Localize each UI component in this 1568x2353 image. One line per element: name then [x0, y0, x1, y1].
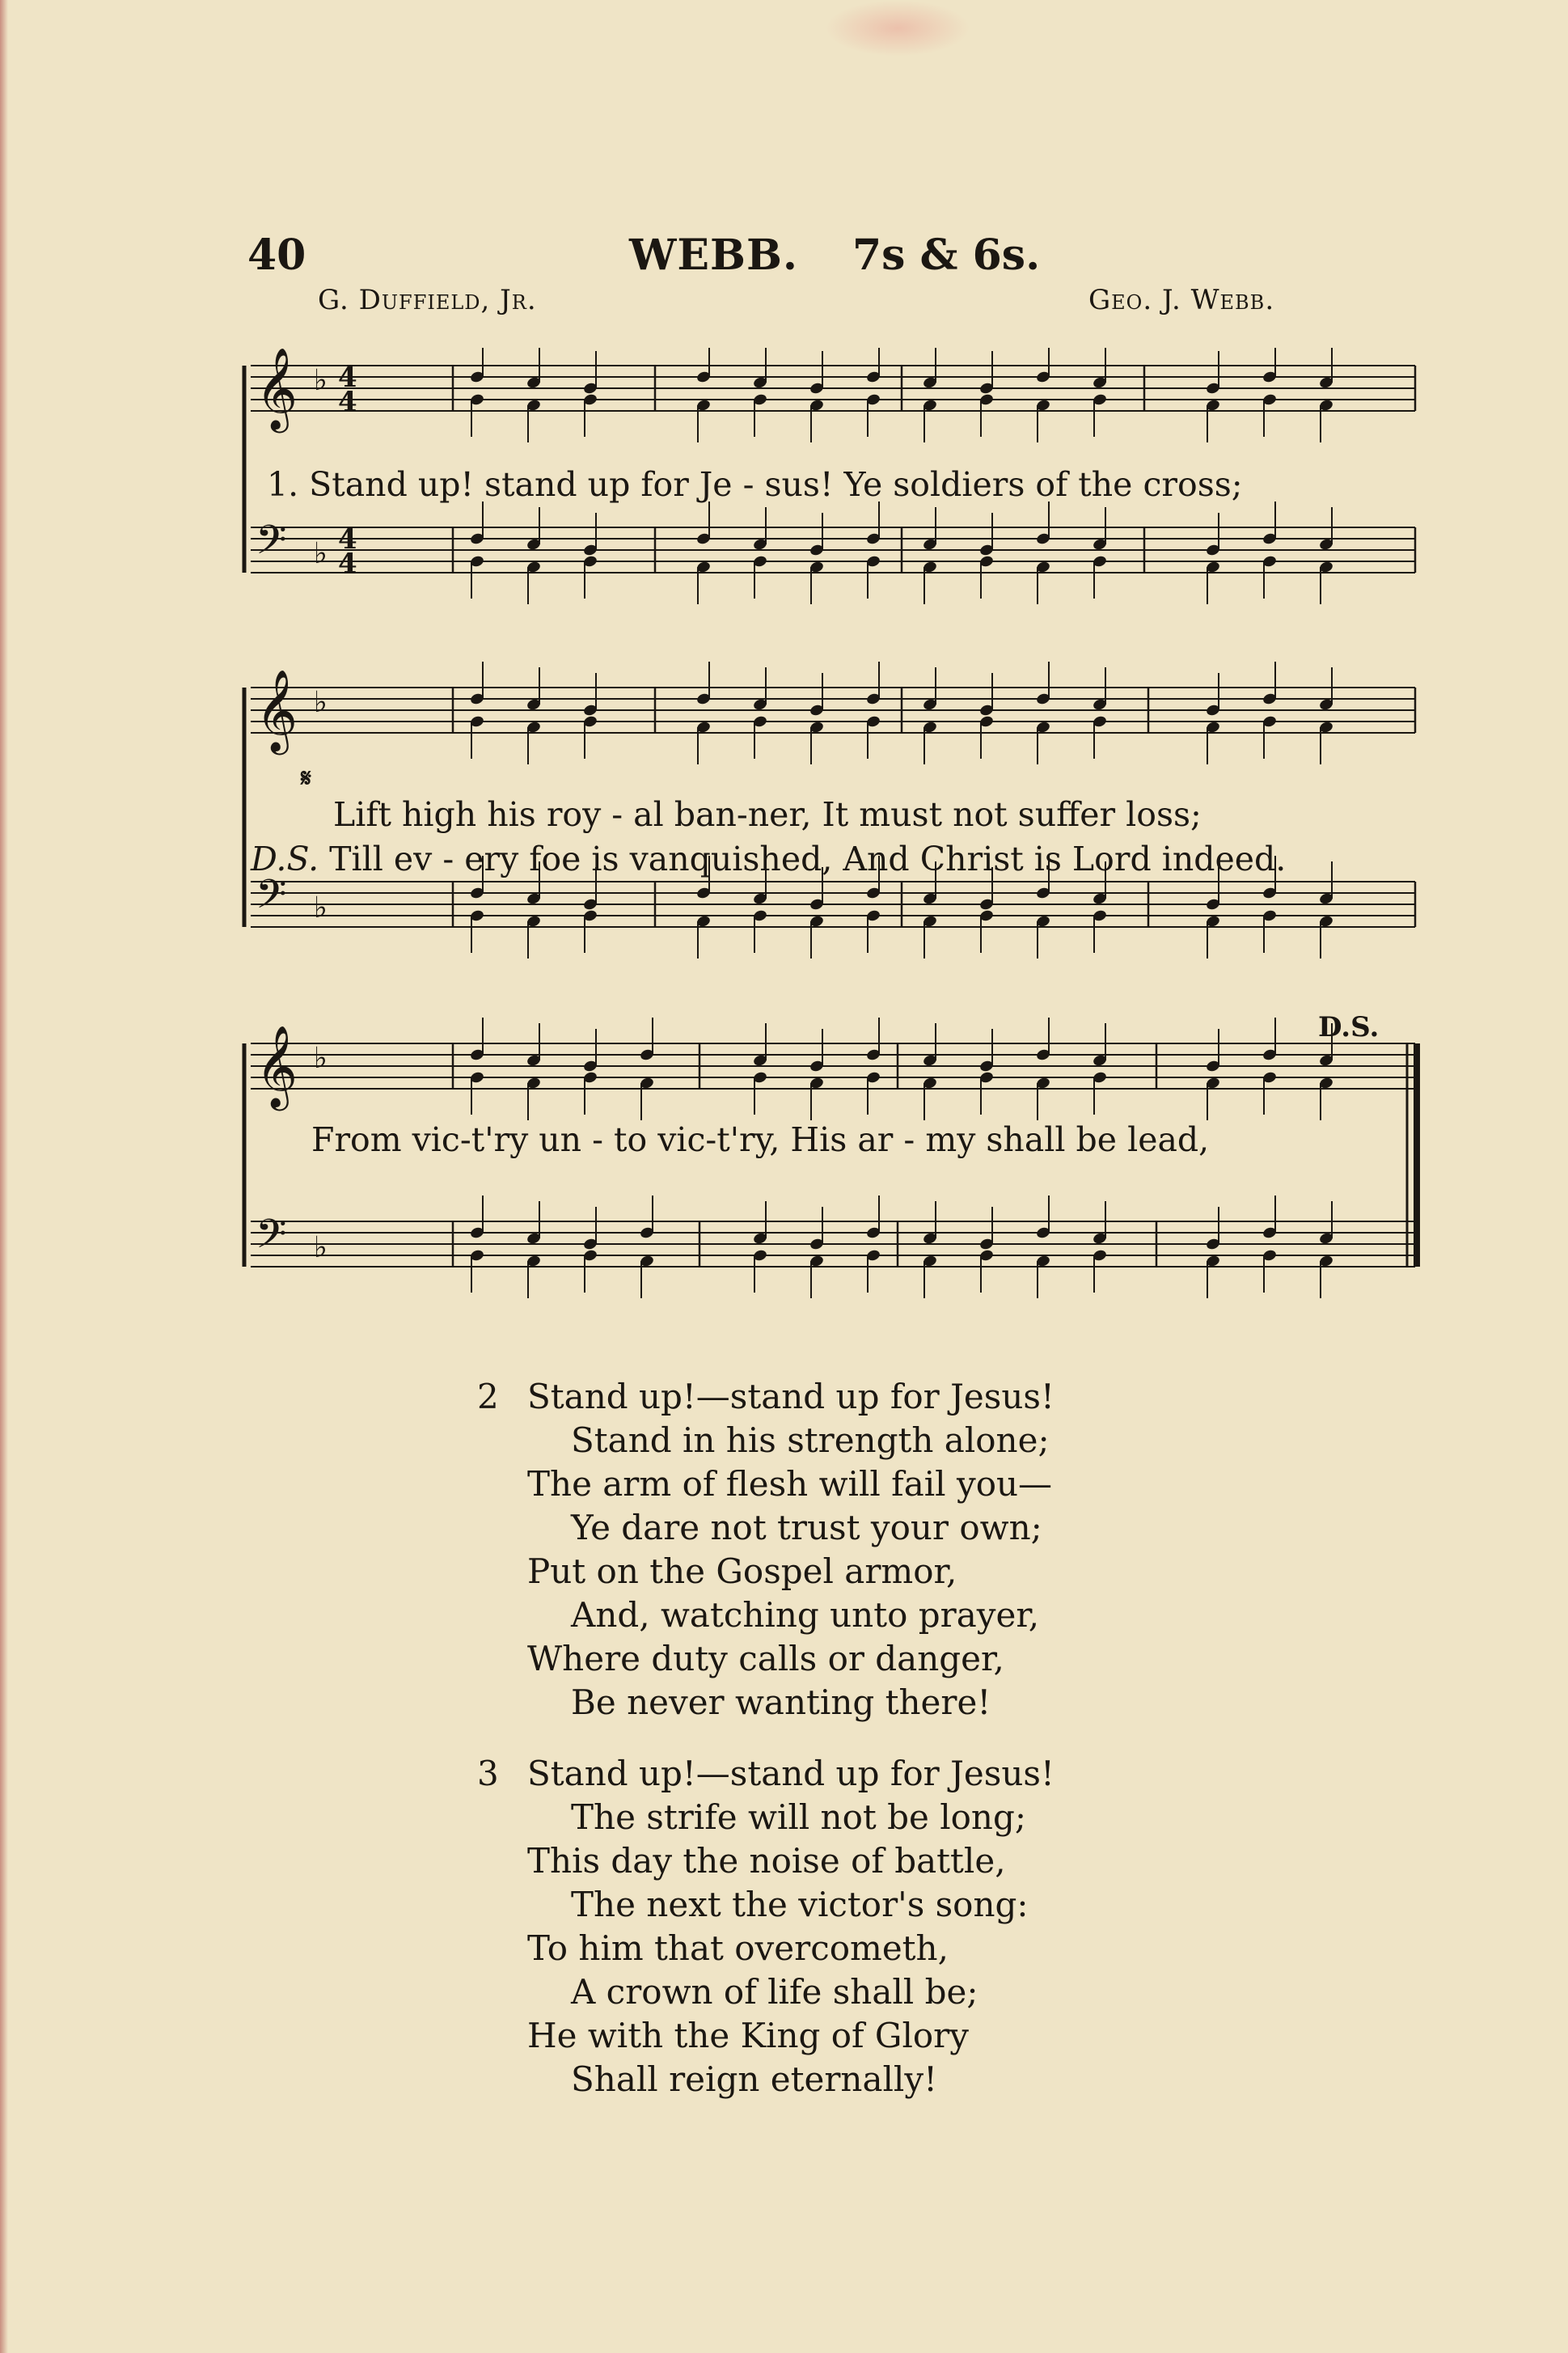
segno-mark: 𝄋 [301, 764, 311, 793]
flat-sign: ♭ [314, 537, 328, 570]
flat-sign: ♭ [314, 686, 328, 719]
page-header [247, 231, 1420, 316]
ink-stain [825, 0, 970, 57]
ds-label: D.S. [1318, 1011, 1380, 1043]
verse-line: This day the noise of battle, [527, 1841, 1006, 1881]
time-signature-top: 4 [338, 362, 357, 394]
verse-line: Ye dare not trust your own; [571, 1508, 1042, 1547]
verses [477, 1375, 1205, 2129]
verse-line: Shall reign eternally! [571, 2059, 937, 2099]
verse-line: Be never wanting there! [571, 1682, 991, 1722]
tune-name: WEBB. [629, 231, 799, 280]
lyric-text: Till ev - ery foe is vanquished, And Christ is Lord indeed. [329, 840, 1287, 878]
bass-clef: 𝄢 [256, 1211, 287, 1267]
flat-sign: ♭ [314, 891, 328, 925]
music-score [235, 348, 1431, 1367]
verse-line: The arm of flesh will fail you— [527, 1464, 1053, 1504]
verse-line: 2 Stand up!—stand up for Jesus! [477, 1375, 1205, 1419]
meter: 7s & 6s. [852, 231, 1041, 280]
verse-line: To him that overcometh, [527, 1928, 949, 1968]
time-signature-bottom: 4 [338, 386, 357, 418]
lyric-line-3 [251, 840, 1286, 878]
lyric-text: From vic-t'ry un - to vic-t'ry, His ar - my shall be lead, [311, 1120, 1210, 1159]
verse [477, 1752, 1205, 2101]
time-signature-bottom: 4 [338, 548, 357, 580]
composer: Geo. J. Webb. [1088, 284, 1275, 316]
verse-number: 3 [477, 1754, 499, 1793]
lyric-text: Stand up! stand up for Je - sus! Ye soldiers of the cross; [309, 465, 1243, 504]
verse [477, 1375, 1205, 1725]
lyric-line-2 [333, 795, 1202, 834]
verse-number: 2 [477, 1377, 499, 1416]
flat-sign: ♭ [314, 1231, 328, 1264]
lyric-line-1 [267, 465, 1243, 504]
flat-sign: ♭ [314, 1042, 328, 1075]
bass-clef: 𝄢 [256, 517, 287, 573]
treble-clef: 𝄞 [256, 668, 298, 751]
verse-line: A crown of life shall be; [571, 1972, 978, 2012]
lyric-text: Lift high his roy - al ban-ner, It must not suffer loss; [333, 795, 1202, 834]
bass-clef: 𝄢 [256, 871, 287, 928]
verse-line: He with the King of Glory [527, 2016, 969, 2055]
verse-line: Stand in his strength alone; [571, 1420, 1050, 1460]
verse-line: 3 Stand up!—stand up for Jesus! [477, 1752, 1205, 1796]
page-edge-stain [0, 0, 8, 2353]
lyric-line-4 [311, 1120, 1209, 1159]
verse-line: Put on the Gospel armor, [527, 1551, 957, 1591]
treble-clef: 𝄞 [256, 1024, 298, 1107]
treble-clef: 𝄞 [256, 348, 298, 430]
verse-line: The strife will not be long; [571, 1797, 1027, 1837]
lyric-prefix: D.S. [251, 840, 319, 878]
author: G. Duffield, Jr. [318, 284, 537, 316]
flat-sign: ♭ [314, 364, 328, 397]
lyric-prefix: 1. [267, 465, 299, 504]
verse-line: And, watching unto prayer, [571, 1595, 1040, 1635]
verse-line: The next the victor's song: [571, 1885, 1029, 1924]
time-signature-top: 4 [338, 523, 357, 556]
verse-line: Where duty calls or danger, [527, 1639, 1004, 1678]
page-number: 40 [247, 231, 306, 280]
